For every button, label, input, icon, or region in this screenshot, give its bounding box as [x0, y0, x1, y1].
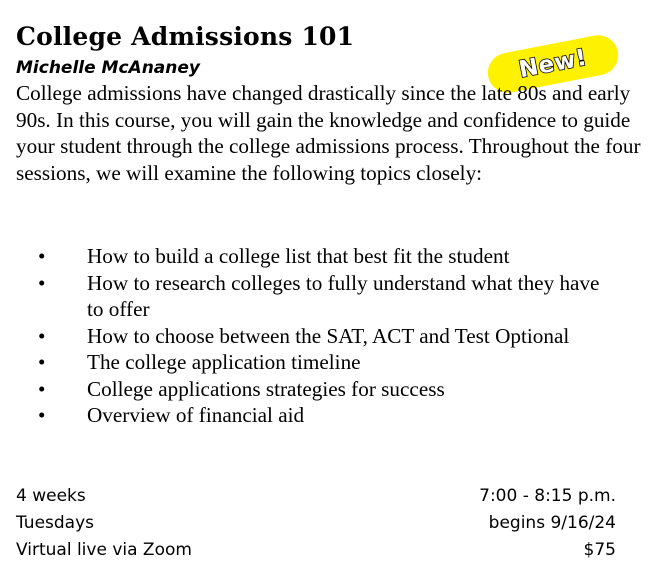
duration: 4 weeks: [16, 486, 86, 506]
topic-text: Overview of financial aid: [87, 403, 305, 427]
topic-text: How to research colleges to fully understand what they have to offer: [87, 270, 600, 321]
bullet-icon: •: [38, 323, 46, 348]
session-day: Tuesdays: [16, 513, 95, 533]
course-format: Virtual live via Zoom: [16, 540, 192, 560]
topic-text: How to choose between the SAT, ACT and Test Optional: [87, 323, 570, 348]
topic-text: The college application timeline: [87, 350, 361, 374]
details-row: [16, 483, 616, 510]
new-badge-label: New!: [516, 44, 590, 84]
bullet-icon: •: [38, 244, 46, 268]
course-details: [16, 483, 616, 564]
topic-item: [16, 402, 616, 429]
topic-item: [16, 270, 616, 323]
topic-item: [16, 323, 616, 350]
topic-item: [16, 349, 616, 376]
details-row: [16, 537, 616, 564]
topic-text: College applications strategies for success: [87, 376, 445, 401]
bullet-icon: •: [38, 376, 46, 401]
topic-item: [16, 243, 616, 270]
course-description: College admissions have changed drastically since the late 80s and early 90s. In this course, you will gain the knowledge and confidence to guide your student through the college admissions process. Throughout the four sessions, we will examine the following topics closely:: [16, 81, 641, 185]
course-price: $75: [583, 540, 616, 560]
topic-item: [16, 376, 616, 403]
bullet-icon: •: [38, 350, 46, 374]
instructor-name: Michelle McAnaney: [16, 58, 200, 78]
topic-list: [16, 243, 616, 429]
bullet-icon: •: [38, 270, 46, 295]
topic-text: How to build a college list that best fit the student: [87, 244, 510, 268]
session-time: 7:00 - 8:15 p.m.: [479, 486, 616, 506]
bullet-icon: •: [38, 403, 46, 427]
start-date: begins 9/16/24: [488, 513, 616, 533]
course-title: College Admissions 101: [16, 22, 355, 51]
details-row: [16, 510, 616, 537]
